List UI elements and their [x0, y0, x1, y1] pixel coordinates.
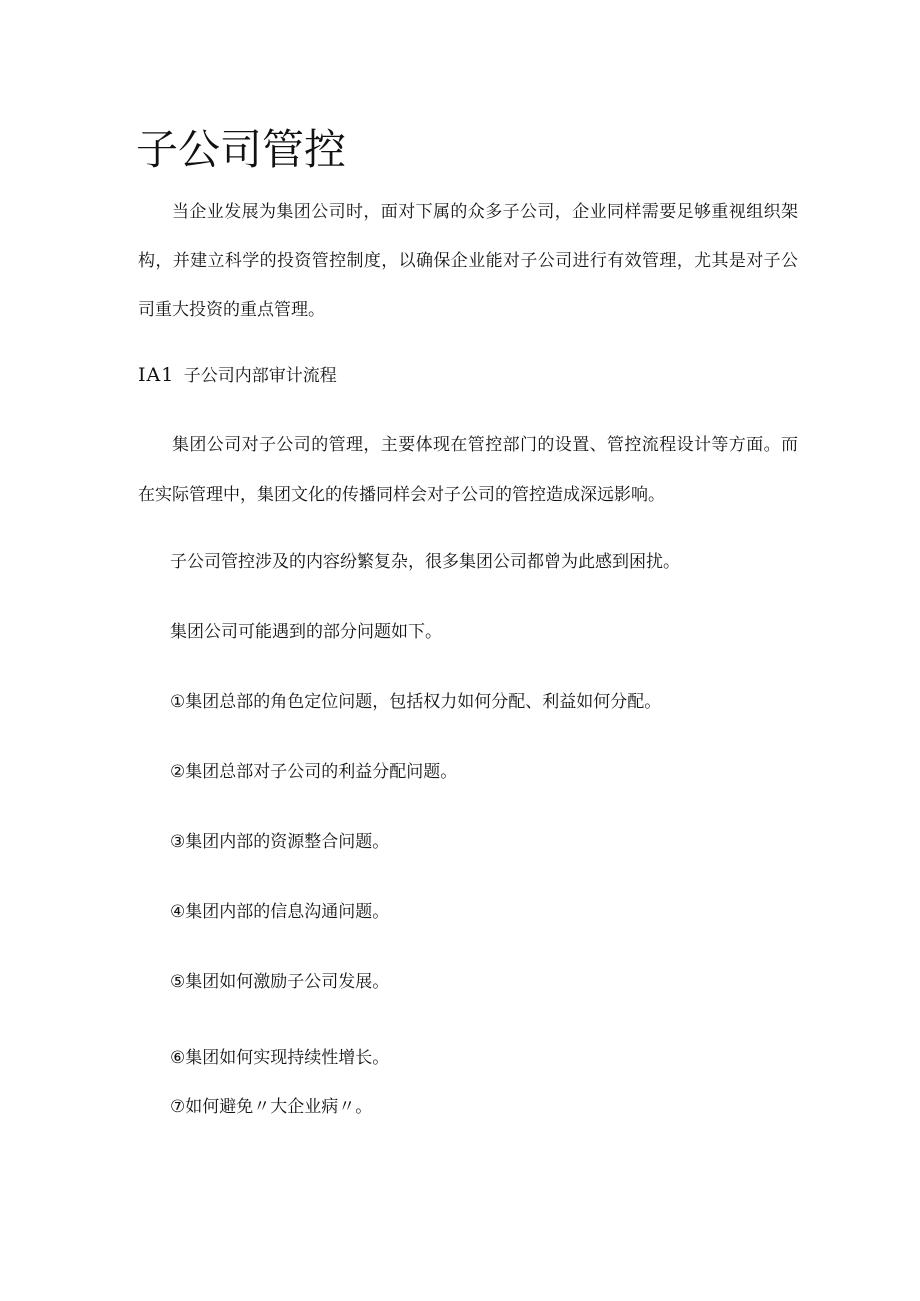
page-title: 子公司管控	[136, 125, 347, 174]
issue-item-7: ⑦如何避免〃大企业病〃。	[170, 1097, 373, 1117]
body-paragraph-2: 子公司管控涉及的内容纷繁复杂，很多集团公司都曾为此感到困扰。	[170, 552, 680, 572]
figure-label: IA1	[138, 364, 175, 386]
issue-item-6: ⑥集团如何实现持续性增长。	[170, 1048, 390, 1068]
section-heading	[138, 360, 337, 391]
issue-item-2: ②集团总部对子公司的利益分配问题。	[170, 762, 458, 782]
section-heading-text: 子公司内部审计流程	[183, 366, 337, 386]
body-paragraph-3: 集团公司可能遇到的部分问题如下。	[170, 622, 442, 642]
issue-item-5: ⑤集团如何激励子公司发展。	[170, 972, 390, 992]
issue-item-3: ③集团内部的资源整合问题。	[170, 832, 390, 852]
body-paragraph-1: 集团公司对子公司的管理，主要体现在管控部门的设置、管控流程设计等方面。而在实际管理中，集团文化的传播同样会对子公司的管控造成深远影响。	[138, 435, 798, 505]
intro-paragraph: 当企业发展为集团公司时，面对下属的众多子公司，企业同样需要足够重视组织架构，并建立科学的投资管控制度，以确保企业能对子公司进行有效管理，尤其是对子公司重大投资的重点管理。	[138, 202, 798, 320]
issue-item-1: ①集团总部的角色定位问题，包括权力如何分配、利益如何分配。	[170, 692, 662, 712]
issue-item-4: ④集团内部的信息沟通问题。	[170, 902, 390, 922]
